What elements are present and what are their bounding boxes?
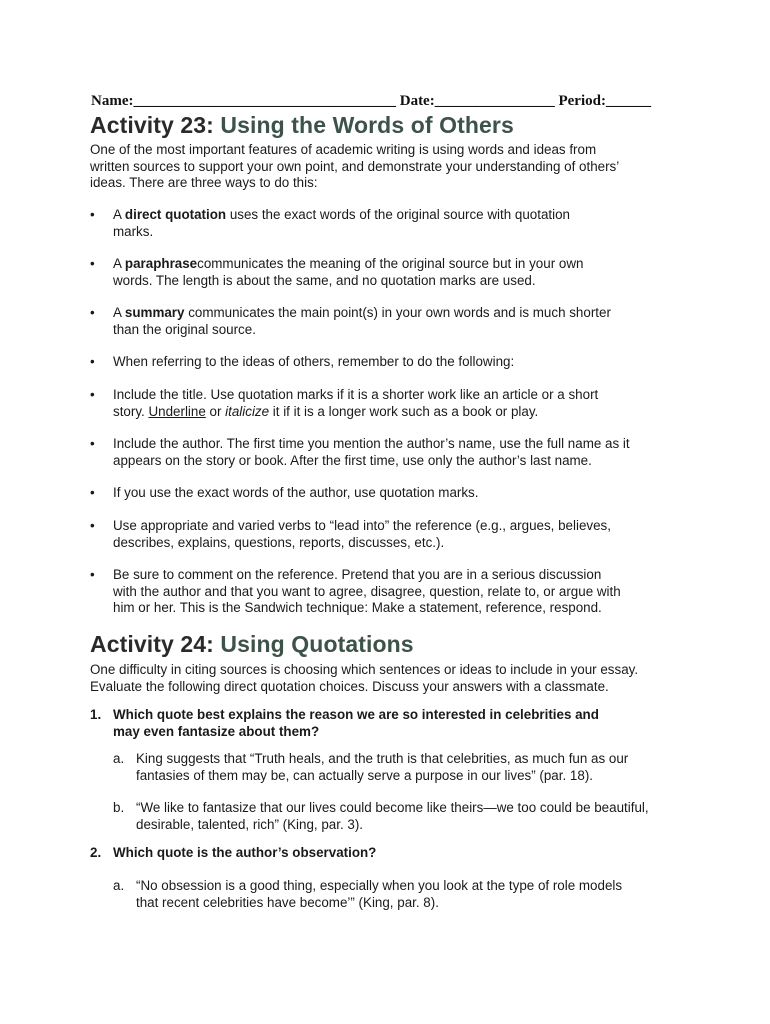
bullet-marker: • — [90, 485, 95, 500]
bullet-text: words. The length is about the same, and no quotation marks are used. — [113, 272, 536, 288]
question-1 — [90, 707, 690, 740]
bullet-text: communicates the main point(s) in your own words and is much shorter — [184, 305, 611, 320]
bullet-text: Use appropriate and varied verbs to “lead into” the reference (e.g., argues, believes, — [113, 518, 611, 533]
bullet-text: Include the title. Use quotation marks if it is a shorter work like an article or a short — [113, 387, 599, 402]
bullet-summary — [90, 305, 690, 338]
bullet-paraphrase — [90, 256, 690, 289]
bullet-include-author — [90, 436, 690, 469]
question-number: 1. — [90, 707, 102, 722]
intro-line: Evaluate the following direct quotation choices. Discuss your answers with a classmate. — [90, 678, 609, 694]
bullet-comment — [90, 567, 690, 617]
intro-line: ideas. There are three ways to do this: — [90, 175, 318, 190]
question-1-option-a — [113, 751, 683, 784]
option-letter: b. — [113, 800, 125, 815]
bullet-text: A — [113, 305, 125, 320]
bullet-text: story. — [113, 403, 149, 419]
activity-23-title — [90, 112, 514, 139]
question-text: may even fantasize about them? — [113, 723, 320, 739]
bullet-include-title — [90, 387, 690, 420]
bullet-text: it if it is a longer work such as a book or play. — [269, 403, 539, 419]
bullet-text: A — [113, 207, 125, 222]
bullet-marker: • — [90, 305, 95, 320]
italicize-word: italicize — [225, 403, 270, 419]
intro-line: written sources to support your own point, and demonstrate your understanding of others’ — [90, 158, 620, 174]
option-text: “We like to fantasize that our lives could become like theirs—we too could be beautiful, — [136, 800, 649, 815]
question-number: 2. — [90, 845, 102, 860]
option-text: desirable, talented, rich” (King, par. 3). — [136, 816, 364, 832]
bullet-marker: • — [90, 354, 95, 369]
option-text: “No obsession is a good thing, especially when you look at the type of role models — [136, 878, 623, 893]
bullet-text: appears on the story or book. After the first time, use only the author’s last name. — [113, 452, 592, 468]
question-2 — [90, 845, 690, 862]
bullet-marker: • — [90, 436, 95, 451]
bullet-text: uses the exact words of the original source with quotation — [226, 207, 570, 222]
name-date-period-line: Name:___________________________________ Date:________________ Period:______ — [91, 93, 651, 109]
question-text: Which quote best explains the reason we are so interested in celebrities and — [113, 707, 599, 722]
intro-line: One difficulty in citing sources is choosing which sentences or ideas to include in your essay. — [90, 662, 639, 677]
bullet-text: Be sure to comment on the reference. Pretend that you are in a serious discussion — [113, 567, 602, 582]
bullet-varied-verbs — [90, 518, 690, 551]
term-paraphrase: paraphrase — [124, 256, 198, 271]
activity-24-title — [90, 631, 414, 658]
underline-word: Underline — [148, 403, 206, 419]
activity-24-intro — [90, 662, 690, 695]
option-text: King suggests that “Truth heals, and the truth is that celebrities, as much fun as our — [136, 751, 629, 766]
bullet-text: describes, explains, questions, reports, discusses, etc.). — [113, 534, 445, 550]
option-letter: a. — [113, 878, 125, 893]
term-summary: summary — [124, 305, 185, 320]
intro-line: One of the most important features of academic writing is using words and ideas from — [90, 142, 597, 157]
option-letter: a. — [113, 751, 125, 766]
option-text: fantasies of them may be, can actually serve a purpose in our lives” (par. 18). — [136, 767, 593, 783]
term-direct-quotation: direct quotation — [124, 207, 227, 222]
bullet-marker: • — [90, 207, 95, 222]
bullet-marker: • — [90, 256, 95, 271]
bullet-text: with the author and that you want to agree, disagree, question, relate to, or argue with — [113, 583, 621, 599]
bullet-text: A — [113, 256, 125, 271]
bullet-marker: • — [90, 387, 95, 402]
bullet-text: When referring to the ideas of others, remember to do the following: — [113, 354, 515, 369]
bullet-text: If you use the exact words of the author, use quotation marks. — [113, 485, 479, 500]
activity-23-intro — [90, 142, 690, 192]
question-1-option-b — [113, 800, 683, 833]
activity-23-label: Activity 23: — [90, 112, 214, 138]
bullet-text: him or her. This is the Sandwich technique: Make a statement, reference, respond. — [113, 600, 602, 615]
bullet-text: or — [205, 403, 226, 419]
bullet-marker: • — [90, 518, 95, 533]
question-2-option-a — [113, 878, 683, 911]
bullet-marker: • — [90, 567, 95, 582]
bullet-text: marks. — [113, 223, 154, 239]
bullet-text: Include the author. The first time you mention the author’s name, use the full name as it — [113, 436, 630, 451]
activity-24-label: Activity 24: — [90, 631, 214, 657]
activity-23-subtitle: Using the Words of Others — [220, 112, 514, 138]
bullet-referring — [90, 354, 690, 371]
bullet-direct-quotation — [90, 207, 690, 240]
activity-24-subtitle: Using Quotations — [220, 631, 414, 657]
bullet-text: than the original source. — [113, 321, 256, 337]
bullet-exact-words — [90, 485, 690, 502]
question-text: Which quote is the author’s observation? — [113, 845, 377, 860]
option-text: that recent celebrities have become’” (King, par. 8). — [136, 894, 439, 910]
bullet-text: communicates the meaning of the original source but in your own — [197, 256, 584, 271]
